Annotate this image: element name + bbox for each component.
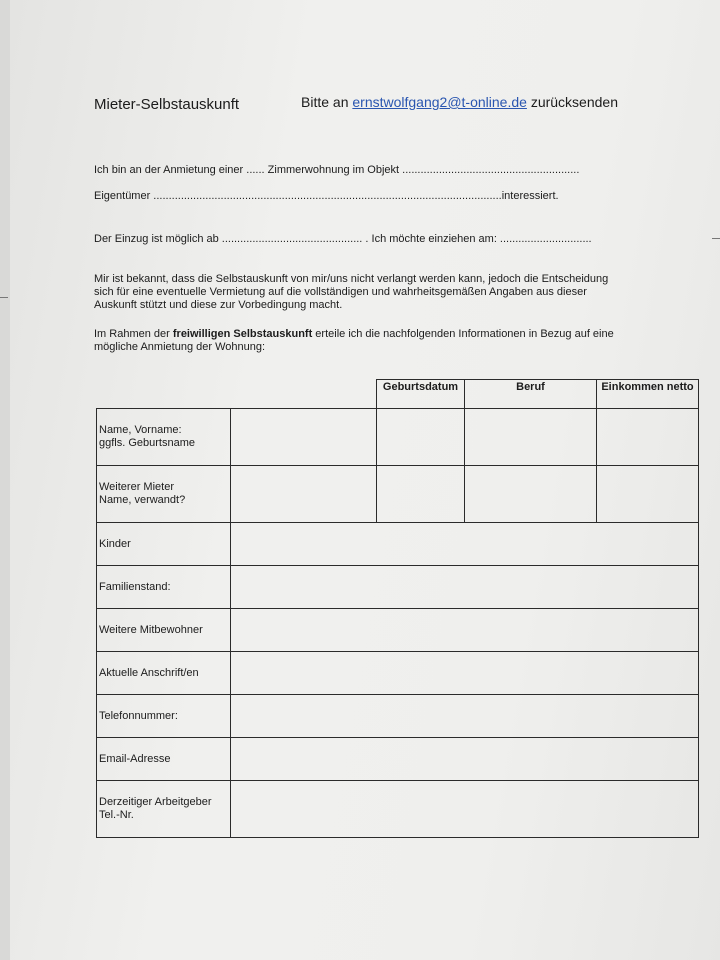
voluntary-info-paragraph bbox=[94, 328, 634, 354]
row-label-marital-status: Familienstand: bbox=[97, 566, 231, 609]
co-tenant-birthdate-field[interactable] bbox=[377, 466, 465, 523]
children-field[interactable] bbox=[231, 523, 699, 566]
row-label-current-address: Aktuelle Anschrift/en bbox=[97, 652, 231, 695]
owner-line: Eigentümer ..................................................................................................................interessiert. bbox=[94, 190, 559, 202]
row-label-name: Name, Vorname: ggfls. Geburtsname bbox=[97, 409, 231, 466]
move-in-line: Der Einzug ist möglich ab .............................................. . Ich möchte einziehen am: .............................. bbox=[94, 233, 592, 245]
return-instruction bbox=[301, 94, 618, 110]
name-birthdate-field[interactable] bbox=[377, 409, 465, 466]
phone-field[interactable] bbox=[231, 695, 699, 738]
name-occupation-field[interactable] bbox=[465, 409, 597, 466]
name-income-field[interactable] bbox=[597, 409, 699, 466]
table-row bbox=[97, 409, 699, 466]
rental-interest-line: Ich bin an der Anmietung einer ...... Zimmerwohnung im Objekt .......................................................... bbox=[94, 164, 580, 176]
disclaimer-paragraph: Mir ist bekannt, dass die Selbstauskunft von mir/uns nicht verlangt werden kann, jedoch die Entscheidung sich für eine eventuelle Vermietung auf die vollständigen und wahrheitsgemäßen Angaben aus dieser Auskunft stützt und diese zur Vorbedingung macht. bbox=[94, 273, 609, 311]
edge-mark bbox=[0, 297, 8, 298]
table-row bbox=[97, 566, 699, 609]
row-label-children: Kinder bbox=[97, 523, 231, 566]
table-header-row bbox=[97, 380, 699, 409]
current-address-field[interactable] bbox=[231, 652, 699, 695]
page-title: Mieter-Selbstauskunft bbox=[94, 96, 240, 113]
row-label-email: Email-Adresse bbox=[97, 738, 231, 781]
email-field[interactable] bbox=[231, 738, 699, 781]
table-row bbox=[97, 652, 699, 695]
edge-mark bbox=[712, 238, 720, 239]
return-suffix: zurücksenden bbox=[530, 94, 618, 110]
table-row bbox=[97, 695, 699, 738]
voluntary-suffix: erteile ich die nachfolgenden Informationen in Bezug auf eine mögliche Anmietung der Wohnung: bbox=[94, 328, 614, 353]
other-residents-field[interactable] bbox=[231, 609, 699, 652]
table-row bbox=[97, 738, 699, 781]
return-email-link[interactable]: ernstwolfgang2@t-online.de bbox=[352, 94, 527, 110]
voluntary-bold: freiwilligen Selbstauskunft bbox=[172, 328, 313, 340]
name-field[interactable] bbox=[231, 409, 377, 466]
header-occupation: Beruf bbox=[465, 380, 597, 409]
employer-field[interactable] bbox=[231, 781, 699, 838]
row-label-other-residents: Weitere Mitbewohner bbox=[97, 609, 231, 652]
row-label-employer: Derzeitiger Arbeitgeber Tel.-Nr. bbox=[97, 781, 231, 838]
return-prefix: Bitte an bbox=[301, 94, 349, 110]
header-birthdate: Geburtsdatum bbox=[377, 380, 465, 409]
tenant-info-table bbox=[96, 379, 699, 838]
row-label-co-tenant: Weiterer Mieter Name, verwandt? bbox=[97, 466, 231, 523]
row-label-phone: Telefonnummer: bbox=[97, 695, 231, 738]
header-net-income: Einkommen netto bbox=[597, 380, 699, 409]
marital-status-field[interactable] bbox=[231, 566, 699, 609]
co-tenant-income-field[interactable] bbox=[597, 466, 699, 523]
co-tenant-field[interactable] bbox=[231, 466, 377, 523]
table-row bbox=[97, 523, 699, 566]
table-row bbox=[97, 781, 699, 838]
co-tenant-occupation-field[interactable] bbox=[465, 466, 597, 523]
header-spacer bbox=[97, 380, 377, 409]
voluntary-prefix: Im Rahmen der bbox=[94, 328, 170, 340]
table-row bbox=[97, 466, 699, 523]
table-row bbox=[97, 609, 699, 652]
